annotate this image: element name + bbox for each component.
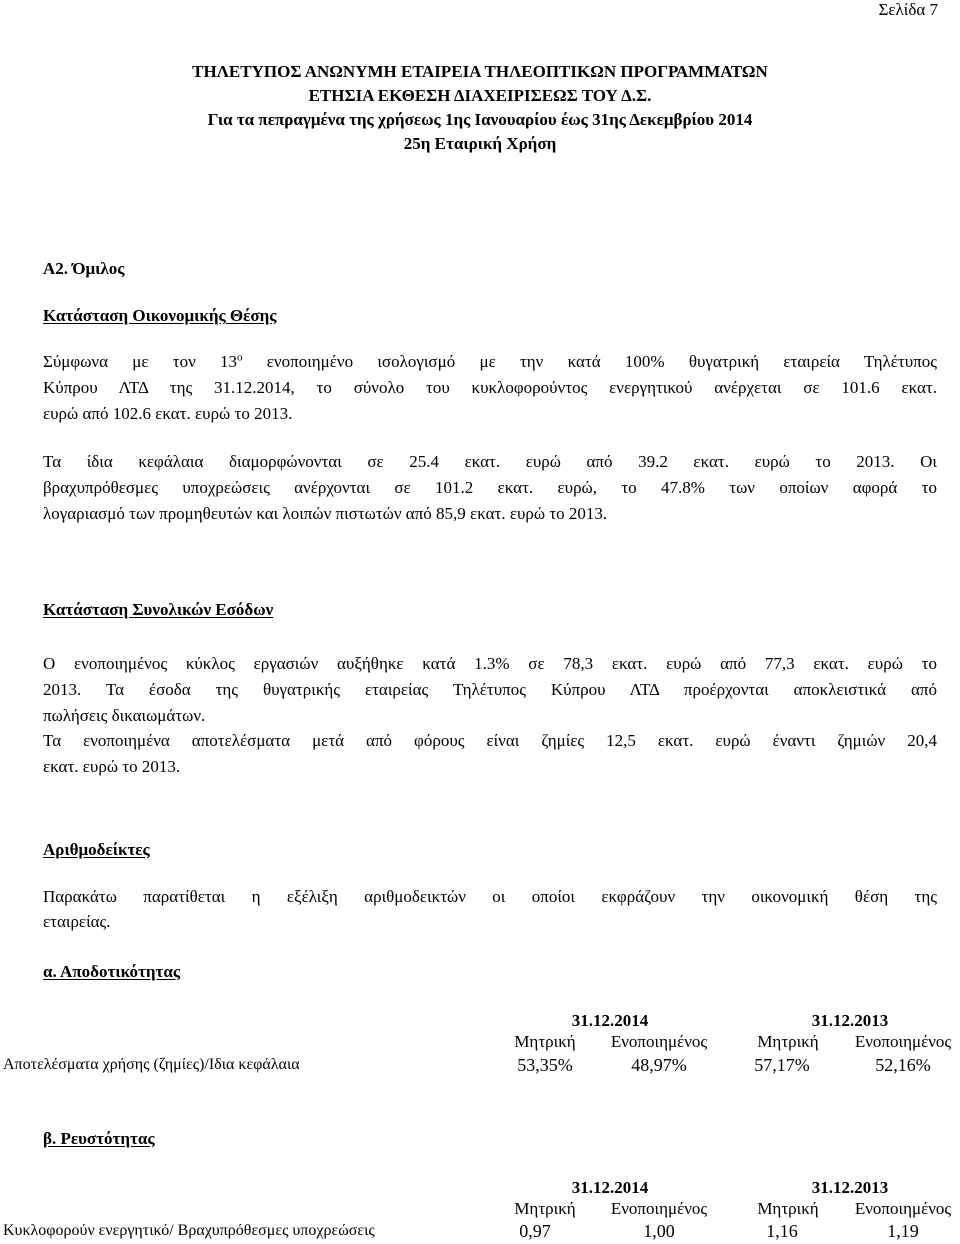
financial-paragraph-1-line-3: ευρώ από 102.6 εκατ. ευρώ το 2013. <box>43 404 293 423</box>
table-b-value: 1,16 <box>766 1221 798 1241</box>
ratios-intro-line-1: Παρακάτω παρατίθεται η εξέλιξη αριθμοδεικτών οι οποίοι εκφράζουν την οικονομική θέση της <box>43 887 937 906</box>
table-b-value: 1,00 <box>643 1221 675 1241</box>
table-b-col-parent-2013: Μητρική <box>757 1199 819 1218</box>
table-a-date-2013: 31.12.2013 <box>811 1011 889 1030</box>
title-line-3: Για τα πεπραγμένα της χρήσεως 1ης Ιανουαρίου έως 31ης Δεκεμβρίου 2014 <box>207 110 753 129</box>
title-line-1: ΤΗΛΕΤΥΠΟΣ ΑΝΩΝΥΜΗ ΕΤΑΙΡΕΙΑ ΤΗΛΕΟΠΤΙΚΩΝ ΠΡΟΓΡΑΜΜΑΤΩΝ <box>192 62 768 81</box>
table-b-row-label: Κυκλοφορούν ενεργητικό/ Βραχυπρόθεσμες υποχρεώσεις <box>3 1222 375 1239</box>
page-number: Σελίδα 7 <box>878 0 938 19</box>
table-b-col-consolidated-2013: Ενοποιημένος <box>854 1199 952 1218</box>
income-line-3: πωλήσεις δικαιωμάτων. <box>43 706 206 725</box>
table-b-date-2014: 31.12.2014 <box>571 1178 649 1197</box>
table-a-value: 52,16% <box>875 1055 931 1075</box>
table-a-col-consolidated-2014: Ενοποιημένος <box>610 1032 708 1051</box>
ratios-heading: Αριθμοδείκτες <box>43 840 150 859</box>
financial-paragraph-2-line-1: Τα ίδια κεφάλαια διαμορφώνονται σε 25.4 εκατ. ευρώ από 39.2 εκατ. ευρώ το 2013. Οι <box>43 452 937 471</box>
table-b-value: 0,97 <box>519 1221 551 1241</box>
table-a-col-parent-2014: Μητρική <box>514 1032 576 1051</box>
table-a-col-consolidated-2013: Ενοποιημένος <box>854 1032 952 1051</box>
income-heading: Κατάσταση Συνολικών Εσόδων <box>43 600 274 619</box>
table-b-col-consolidated-2014: Ενοποιημένος <box>610 1199 708 1218</box>
liquidity-heading: β. Ρευστότητας <box>43 1129 155 1148</box>
table-a-value: 48,97% <box>631 1055 687 1075</box>
table-a-row-label: Αποτελέσματα χρήσης (ζημίες)/Ιδια κεφάλαια <box>3 1056 300 1073</box>
income-line-5: εκατ. ευρώ το 2013. <box>43 757 181 776</box>
profitability-heading: α. Αποδοτικότητας <box>43 962 181 981</box>
table-a-date-2014: 31.12.2014 <box>571 1011 649 1030</box>
title-line-4: 25η Εταιρική Χρήση <box>403 134 557 153</box>
section-heading: Α2. Όμιλος <box>43 259 125 278</box>
title-line-2: ΕΤΗΣΙΑ ΕΚΘΕΣΗ ΔΙΑΧΕΙΡΙΣΕΩΣ ΤΟΥ Δ.Σ. <box>308 86 652 105</box>
financial-paragraph-2-line-2: βραχυπρόθεσμες υποχρεώσεις ανέρχονται σε 101.2 εκατ. ευρώ, το 47.8% των οποίων αφορά το <box>43 478 937 497</box>
income-line-2: 2013. Τα έσοδα της θυγατρικής εταιρείας Τηλέτυπος Κύπρου ΛΤΔ προέρχονται αποκλειστικά από <box>43 680 937 699</box>
financial-paragraph-2-line-3: λογαριασμό των προμηθευτών και λοιπών πιστωτών από 85,9 εκατ. ευρώ το 2013. <box>43 504 608 523</box>
ratios-intro-line-2: εταιρείας. <box>43 912 111 931</box>
financial-position-heading: Κατάσταση Οικονομικής Θέσης <box>43 306 277 325</box>
table-a-col-parent-2013: Μητρική <box>757 1032 819 1051</box>
table-b-date-2013: 31.12.2013 <box>811 1178 889 1197</box>
table-a-value: 57,17% <box>754 1055 810 1075</box>
financial-paragraph-1-line-1: Σύμφωνα με τον $13^o$ ενοποιημένο ισολογισμό με την κατά 100% θυγατρική εταιρεία Τηλέτυπος <box>43 351 937 371</box>
income-line-4: Τα ενοποιημένα αποτελέσματα μετά από φόρους είναι ζημίες 12,5 εκατ. ευρώ έναντι ζημιών 20,4 <box>43 731 937 750</box>
financial-paragraph-1-line-2: Κύπρου ΛΤΔ της 31.12.2014, το σύνολο του κυκλοφορούντος ενεργητικού ανέρχεται σε 101.6 εκατ. <box>43 378 937 397</box>
table-b-col-parent-2014: Μητρική <box>514 1199 576 1218</box>
table-a-value: 53,35% <box>517 1055 573 1075</box>
table-b-value: 1,19 <box>887 1221 919 1241</box>
income-line-1: Ο ενοποιημένος κύκλος εργασιών αυξήθηκε κατά 1.3% σε 78,3 εκατ. ευρώ από 77,3 εκατ. ευρώ το <box>43 654 937 673</box>
